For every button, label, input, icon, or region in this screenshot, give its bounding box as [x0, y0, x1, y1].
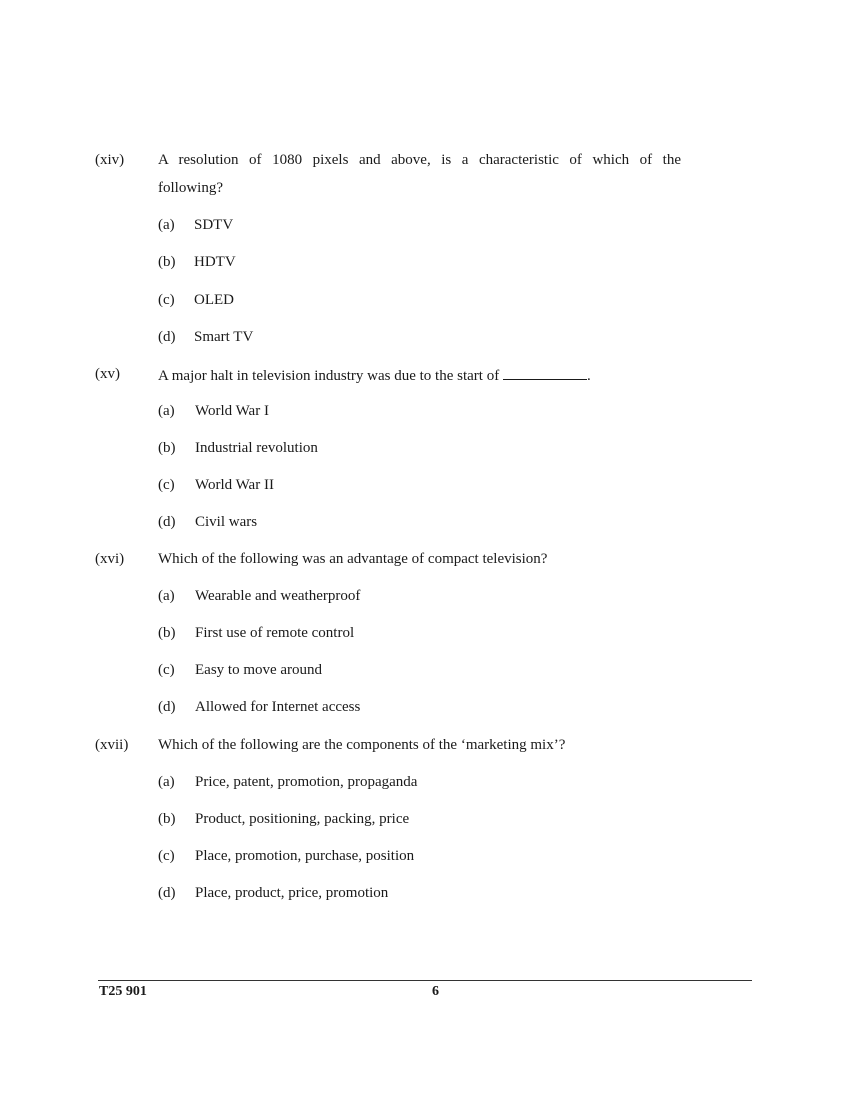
option-xvii-a — [158, 774, 417, 791]
option-xv-c — [158, 477, 274, 494]
option-xv-b — [158, 440, 318, 457]
question-number: (xvi) — [95, 551, 125, 567]
option-xvi-a — [158, 588, 360, 605]
option-text: Place, promotion, purchase, position — [195, 848, 415, 864]
option-text: World War I — [195, 403, 269, 419]
option-label: (b) — [158, 811, 176, 827]
question-text: Which of the following are the components of the ‘marketing mix’? — [158, 737, 566, 753]
question-number: (xiv) — [95, 152, 125, 168]
option-text: Allowed for Internet access — [195, 699, 361, 715]
question-text-after: . — [586, 368, 591, 384]
option-xvi-d — [158, 699, 360, 716]
option-label: (c) — [158, 477, 175, 493]
question-text — [158, 366, 591, 385]
question-number: (xvii) — [95, 737, 129, 753]
option-label: (c) — [158, 662, 175, 678]
option-xvii-b — [158, 811, 409, 828]
footer-divider — [98, 980, 752, 981]
option-xvii-d — [158, 885, 388, 902]
option-label: (d) — [158, 699, 176, 715]
option-text: Place, product, price, promotion — [195, 885, 389, 901]
question-text-before: A major halt in television industry was due to the start of — [158, 368, 503, 384]
option-xvii-c — [158, 848, 414, 865]
fill-in-blank — [503, 366, 587, 380]
option-label: (d) — [158, 329, 176, 345]
option-text: Price, patent, promotion, propaganda — [195, 774, 418, 790]
option-xvi-b — [158, 625, 354, 642]
option-text: First use of remote control — [195, 625, 355, 641]
option-label: (b) — [158, 625, 176, 641]
option-label: (c) — [158, 292, 175, 308]
option-text: OLED — [194, 292, 234, 308]
option-text: Product, positioning, packing, price — [195, 811, 410, 827]
option-label: (b) — [158, 254, 176, 270]
question-text-line2: following? — [158, 180, 223, 196]
option-xvi-c — [158, 662, 322, 679]
option-text: SDTV — [194, 217, 234, 233]
option-text: Easy to move around — [195, 662, 323, 678]
footer-page-number: 6 — [432, 984, 439, 999]
option-text: Smart TV — [194, 329, 254, 345]
option-label: (a) — [158, 403, 175, 419]
question-number: (xv) — [95, 366, 120, 382]
option-text: World War II — [195, 477, 274, 493]
question-text: Which of the following was an advantage of compact television? — [158, 551, 548, 567]
footer-paper-code: T25 901 — [99, 984, 147, 999]
option-label: (a) — [158, 217, 175, 233]
option-label: (b) — [158, 440, 176, 456]
question-text-line1: A resolution of 1080 pixels and above, is a characteristic of which of the — [158, 152, 681, 168]
option-xiv-a — [158, 217, 233, 234]
option-xv-a — [158, 403, 269, 420]
option-text: Civil wars — [195, 514, 258, 530]
option-label: (d) — [158, 514, 176, 530]
option-text: HDTV — [194, 254, 236, 270]
option-label: (c) — [158, 848, 175, 864]
option-xiv-d — [158, 329, 253, 346]
option-text: Industrial revolution — [195, 440, 318, 456]
option-label: (a) — [158, 588, 175, 604]
option-label: (a) — [158, 774, 175, 790]
option-label: (d) — [158, 885, 176, 901]
option-xiv-c — [158, 292, 234, 309]
option-xv-d — [158, 514, 257, 531]
option-text: Wearable and weatherproof — [195, 588, 361, 604]
option-xiv-b — [158, 254, 236, 271]
